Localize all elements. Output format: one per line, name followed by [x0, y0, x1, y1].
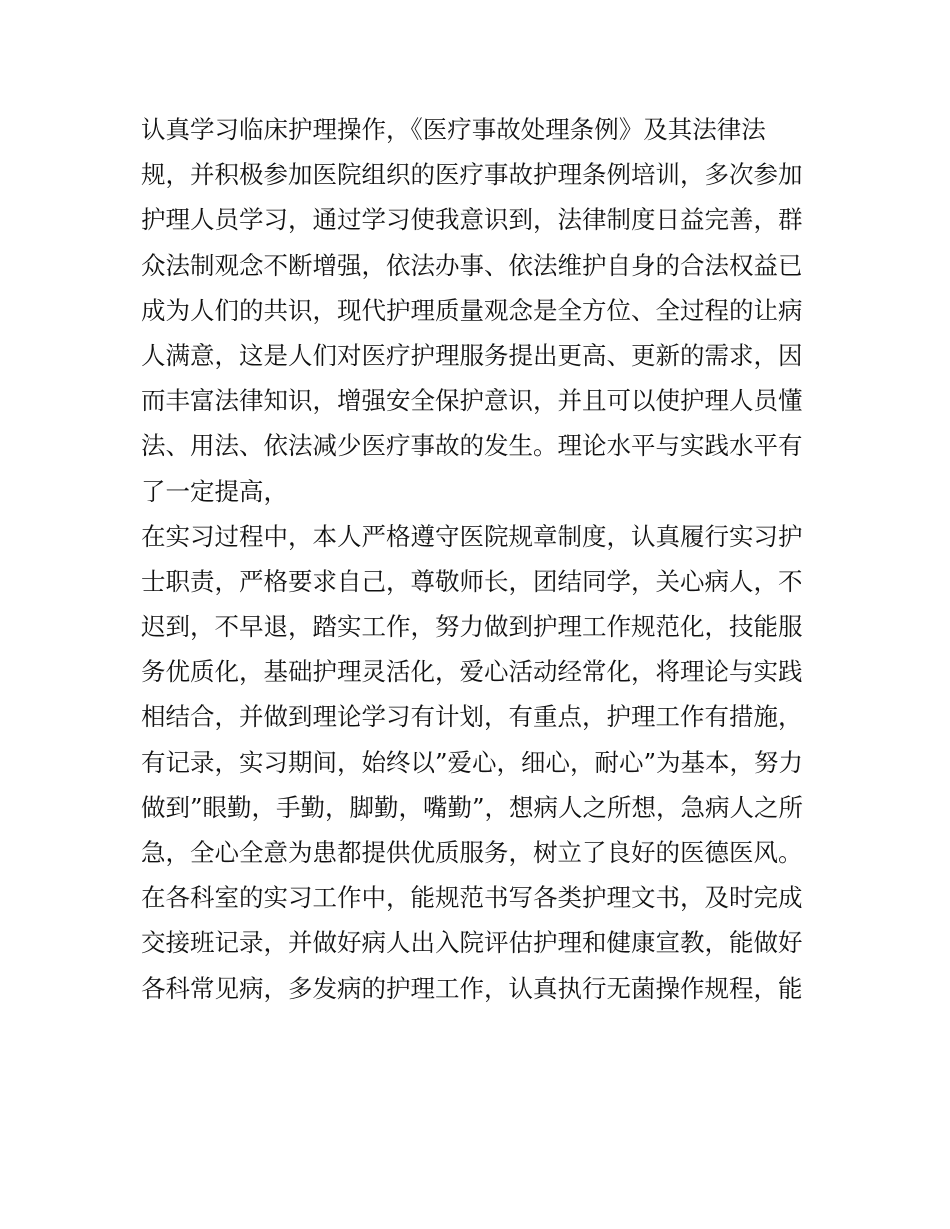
text-line: 急，全心全意为患都提供优质服务，树立了良好的医德医风。: [141, 838, 803, 867]
text-line: 而丰富法律知识，增强安全保护意识，并且可以使护理人员懂: [141, 386, 803, 416]
text-line: 务优质化，基础护理灵活化，爱心活动经常化，将理论与实践: [141, 657, 803, 687]
text-line: 了一定提高，: [141, 476, 288, 506]
text-line: 众法制观念不断增强，依法办事、依法维护自身的合法权益已: [141, 250, 803, 280]
text-line: 有记录，实习期间，始终以”爱心，细心，耐心”为基本，努力: [141, 747, 804, 777]
text-line: 认真学习临床护理操作，《医疗事故处理条例》及其法律法: [141, 115, 766, 144]
text-line: 士职责，严格要求自己，尊敬师长，团结同学，关心病人，不: [141, 566, 803, 596]
text-line: 人满意，这是人们对医疗护理服务提出更高、更新的需求，因: [141, 340, 803, 370]
text-line: 做到”眼勤，手勤，脚勤，嘴勤”，想病人之所想，急病人之所: [141, 792, 804, 822]
text-line: 在实习过程中，本人严格遵守医院规章制度，认真履行实习护: [141, 521, 803, 551]
text-line: 相结合，并做到理论学习有计划，有重点，护理工作有措施，: [141, 702, 803, 732]
text-line: 迟到，不早退，踏实工作，努力做到护理工作规范化，技能服: [141, 612, 803, 642]
document-body-text: [141, 107, 821, 1011]
text-line: 各科常见病，多发病的护理工作，认真执行无菌操作规程，能: [141, 973, 803, 1003]
text-line: 法、用法、依法减少医疗事故的发生。理论水平与实践水平有: [141, 431, 803, 461]
text-line: 护理人员学习，通过学习使我意识到，法律制度日益完善，群: [141, 205, 803, 235]
text-line: 在各科室的实习工作中，能规范书写各类护理文书，及时完成: [141, 883, 803, 913]
text-line: 规，并积极参加医院组织的医疗事故护理条例培训，多次参加: [141, 160, 803, 190]
text-line: 交接班记录，并做好病人出入院评估护理和健康宣教，能做好: [141, 928, 803, 958]
text-line: 成为人们的共识，现代护理质量观念是全方位、全过程的让病: [141, 295, 803, 325]
